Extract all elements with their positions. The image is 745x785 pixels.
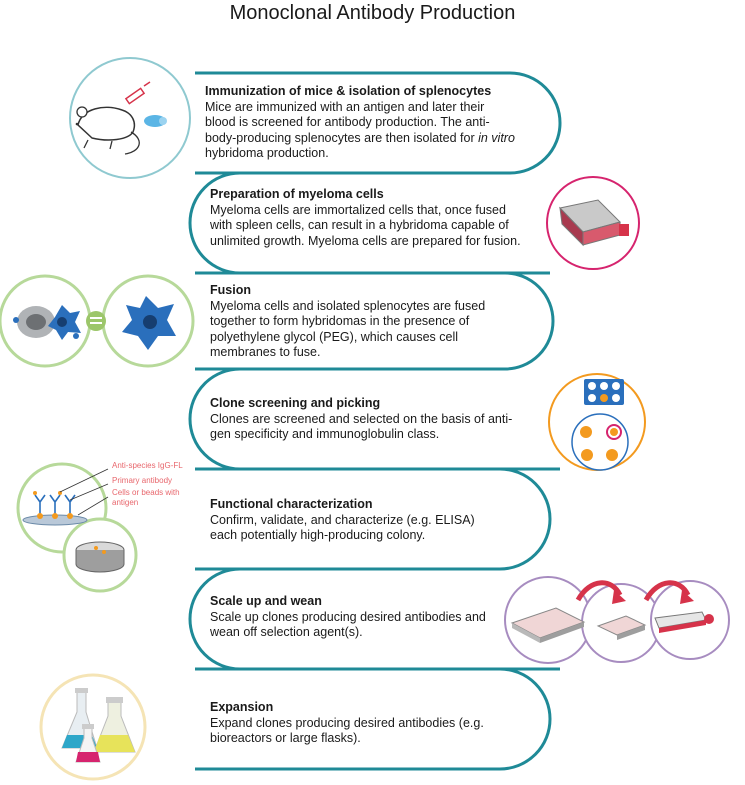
step-text-line: blood is screened for antibody production. The anti- [205,115,490,129]
step-scale-up [210,594,510,641]
step-myeloma [210,187,550,249]
assay-label-primary: Primary antibody [112,476,173,485]
well-plate-clones-icon [549,374,645,470]
step-text-line: polyethylene glycol (PEG), which causes cell [210,329,459,344]
step-immunization [205,84,550,162]
step-clone-screening [210,396,540,443]
assay-label-antigen: antigen [112,498,139,507]
mouse-syringe-icon [70,58,190,178]
step-heading: Functional characterization [210,497,373,511]
step-text-line: bioreactors or large flasks). [210,731,361,745]
step-heading: Immunization of mice & isolation of splenocytes [205,84,492,98]
step-heading: Fusion [210,283,251,297]
step-text-line: Myeloma cells and isolated splenocytes are fused [210,298,486,313]
flasks-icon [41,675,145,779]
step-heading: Expansion [210,700,274,714]
step-heading: Clone screening and picking [210,396,381,410]
step-text-line: unlimited growth. Myeloma cells are prepared for fusion. [210,233,521,248]
step-text-line: Scale up clones producing desired antibodies and [210,609,486,624]
step-text-line: Confirm, validate, and characterize (e.g. ELISA) [210,512,475,527]
step-expansion [210,700,510,747]
step-text-line: Myeloma cells are immortalized cells that, once fused [210,202,506,217]
step-text-line: gen specificity and immunoglobulin class. [210,427,440,441]
culture-flask-icon [547,177,639,269]
step-text-line: Mice are immunized with an antigen and later their [205,99,485,114]
step-text-line: each potentially high-producing colony. [210,528,426,542]
step-text-line: Expand clones producing desired antibodies (e.g. [210,715,484,730]
step-text-line: together to form hybridomas in the presence of [210,314,470,328]
step-text-line: body-producing splenocytes are then isolated for [205,130,479,145]
cell-fusion-icon [0,276,193,366]
assay-label-cells: Cells or beads with [112,488,180,497]
step-heading: Scale up and wean [210,594,322,608]
diagram-title: Monoclonal Antibody Production [229,2,516,24]
step-text-italic: in vitro [478,130,515,145]
step-text-line: Clones are screened and selected on the basis of anti- [210,411,513,426]
step-heading: Preparation of myeloma cells [210,187,384,201]
step-fusion [210,283,530,361]
step-text-line: membranes to fuse. [210,345,321,359]
step-text-line: hybridoma production. [205,146,329,160]
step-functional-characterization [210,497,520,544]
assay-label-secondary: Anti-species IgG-FL [112,461,183,470]
step-text-line: with spleen cells, can result in a hybridoma capable of [210,218,509,232]
step-text-line: wean off selection agent(s). [210,625,363,639]
scale-up-plates-icon [505,577,729,663]
